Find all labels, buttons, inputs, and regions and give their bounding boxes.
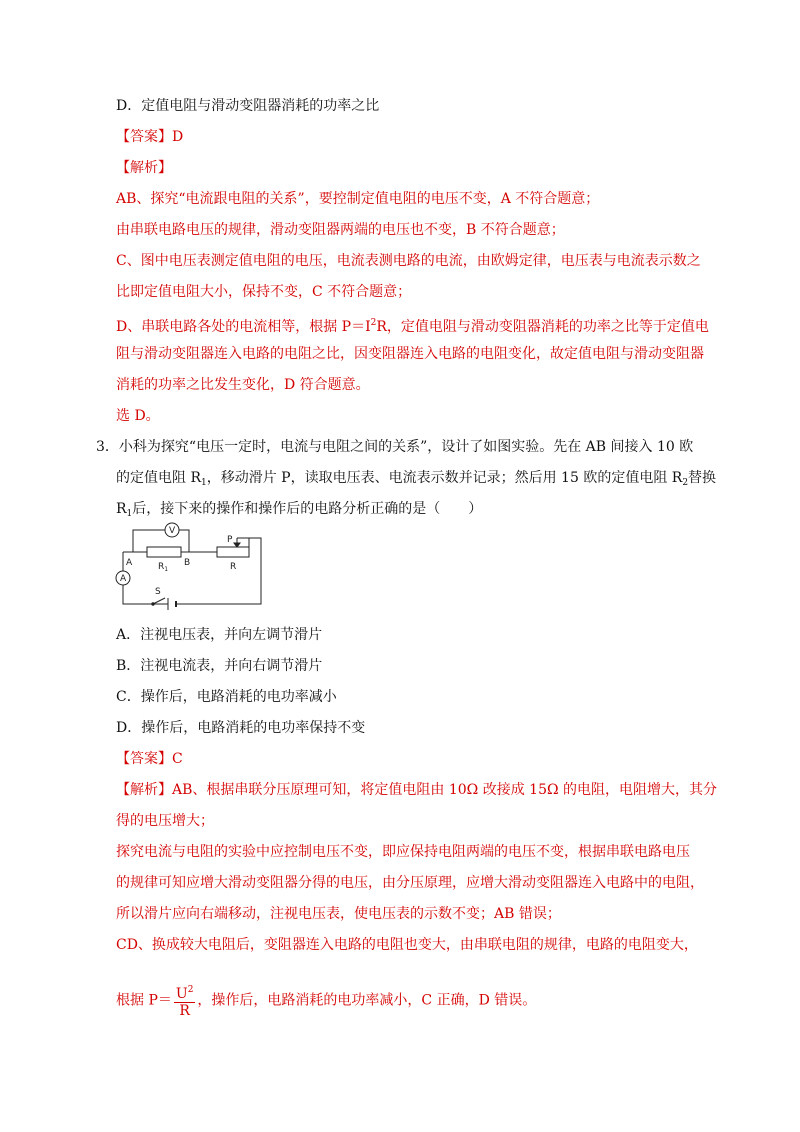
answer-line (116, 749, 183, 769)
point-b-label: B (184, 558, 191, 568)
prev-answer-line (116, 127, 183, 147)
option-d: D．操作后，电路消耗的电功率保持不变 (116, 720, 366, 736)
prev-option-d: D．定值电阻与滑动变阻器消耗的功率之比 (116, 98, 380, 114)
question-number: 3． (96, 439, 119, 455)
analysis-line-d: D、串联电路各处的电流相等，根据 $P=I^2R$，定值电阻与滑动变阻器消耗的功率之比等于定值电 (116, 318, 709, 335)
question-stem-line: $R_1$后，接下来的操作和操作后的电路分析正确的是（ ） (116, 501, 483, 519)
rheostat-label: R (230, 562, 237, 572)
question-stem-line: 的定值电阻 $R_1$，移动滑片 P，读取电压表、电流表示数并记录；然后用 15 欧的定值电阻 $R_2$替换 (116, 470, 717, 488)
analysis-line: 所以滑片应向右端移动，注视电压表，使电压表的示数不变；AB 错误； (116, 906, 561, 922)
option-b: B．注视电流表，并向右调节滑片 (116, 658, 323, 674)
circuit-diagram (113, 518, 273, 614)
analysis-line: 【解析】AB、根据串联分压原理可知，将定值电阻由 10Ω 改接成 15Ω 的电阻，电阻增大，其分 (116, 782, 718, 798)
analysis-line: C、图中电压表测定值电阻的电压，电流表测电路的电流，由欧姆定律，电压表与电流表示数之 (116, 253, 701, 269)
r1-label: $R_1$ (158, 562, 169, 573)
answer-value: C (172, 751, 183, 767)
answer-value: D (172, 129, 184, 145)
fixed-resistor-r1 (147, 547, 181, 557)
analysis-line: 得的电压增大； (116, 813, 214, 829)
rheostat (217, 547, 249, 557)
switch-icon (153, 598, 165, 604)
analysis-tag: 【解析】 (116, 160, 172, 176)
analysis-tag: 【解析】 (116, 782, 172, 798)
switch-label: S (155, 587, 161, 597)
voltmeter-label: V (169, 526, 176, 536)
analysis-line: 阻与滑动变阻器连入电路的电阻之比，因变阻器连入电路的电阻变化，故定值电阻与滑动变阻器 (116, 346, 704, 362)
slider-p-label: P (227, 535, 233, 545)
analysis-line: CD、换成较大电阻后，变阻器连入电路的电阻也变大，由串联电阻的规律，电路的电阻变大， (116, 937, 698, 953)
conclusion: 选 D。 (116, 408, 160, 424)
answer-tag: 【答案】 (116, 129, 172, 145)
ammeter-label: A (120, 574, 127, 584)
question-stem-line: 3．小科为探究“电压一定时，电流与电阻之间的关系”，设计了如图实验。先在 AB 间接入 10 欧 (96, 439, 694, 455)
option-a: A．注视电压表，并向左调节滑片 (116, 627, 323, 643)
analysis-line: AB、探究“电流跟电阻的关系”，要控制定值电阻的电压不变，A 不符合题意； (116, 191, 600, 207)
analysis-line: 消耗的功率之比发生变化，D 符合题意。 (116, 377, 370, 393)
analysis-line: 探究电流与电阻的实验中应控制电压不变，即应保持电阻两端的电压不变，根据串联电路电压 (116, 844, 690, 860)
analysis-line: 比即定值电阻大小，保持不变，C 不符合题意； (116, 284, 412, 300)
analysis-line: 由串联电路电压的规律，滑动变阻器两端的电压也不变，B 不符合题意； (116, 222, 565, 238)
slider-arrow (234, 543, 240, 547)
point-a-label: A (126, 558, 133, 568)
analysis-line: 的规律可知应增大滑动变阻器分得的电压，由分压原理，应增大滑动变阻器连入电路中的电阻， (116, 875, 704, 891)
wire (133, 530, 165, 552)
formula-line: 根据 P＝ $\frac{U^2}{R}$ ，操作后，电路消耗的电功率减小，C 正确，D 错误。 (116, 982, 536, 1019)
power-formula: $\frac{U^2}{R}$ (174, 982, 196, 1019)
answer-tag: 【答案】 (116, 751, 172, 767)
option-c: C．操作后，电路消耗的电功率减小 (116, 689, 337, 705)
